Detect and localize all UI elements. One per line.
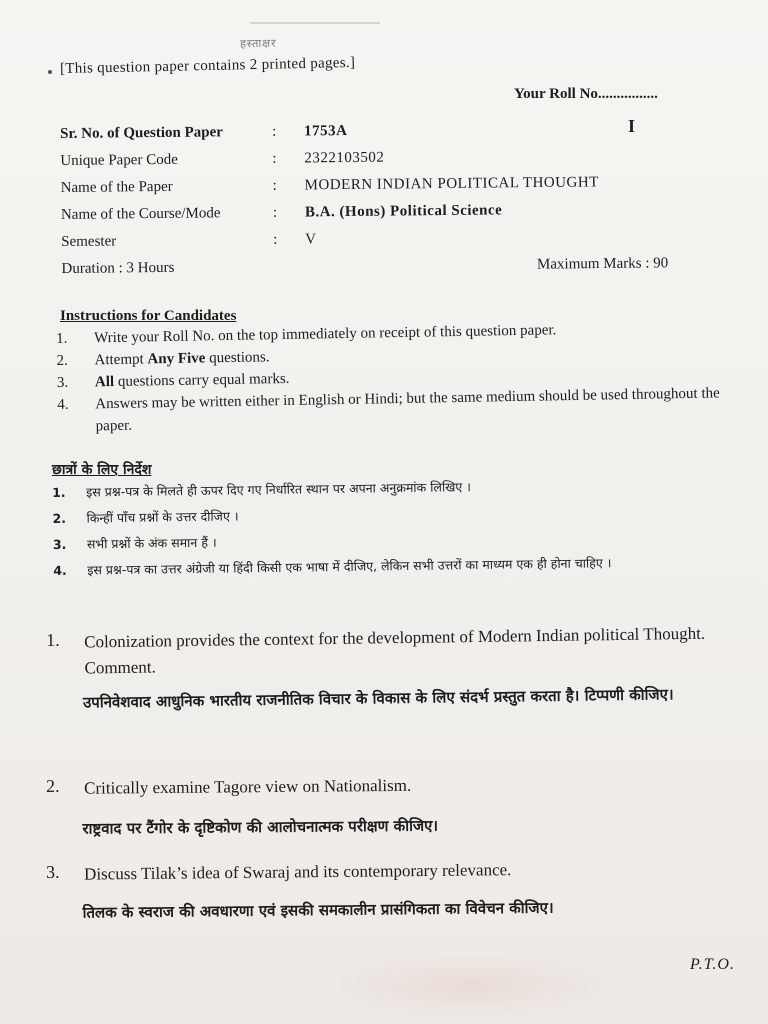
meta-colon: : (272, 177, 277, 194)
roll-number-field: Your Roll No................ (514, 86, 658, 102)
set-marker: I (628, 116, 636, 136)
question-number: 2. (46, 775, 60, 796)
meta-label: Duration : 3 Hours (61, 259, 175, 277)
question-text-hindi: राष्ट्रवाद पर टैंगोर के दृष्टिकोण की आलोचनात्मक परीक्षण कीजिए। (82, 816, 439, 838)
question-1 (46, 620, 738, 760)
hindi-instruction-text: किन्हीं पाँच प्रश्नों के उत्तर दीजिए । (86, 508, 239, 526)
instruction-number: 3. (56, 374, 69, 391)
meta-label: Sr. No. of Question Paper (60, 124, 223, 142)
meta-value: MODERN INDIAN POLITICAL THOUGHT (304, 174, 599, 194)
meta-colon: : (272, 150, 277, 167)
instruction-emphasis: Any Five (147, 350, 206, 368)
instructions-title: Instructions for Candidates (60, 308, 237, 324)
hindi-instructions-list (52, 470, 743, 584)
meta-label: Unique Paper Code (60, 151, 178, 169)
paper-edge-mark (250, 22, 380, 24)
question-number: 3. (46, 861, 60, 882)
meta-value: 2322103502 (304, 149, 385, 167)
question-3 (46, 855, 737, 942)
meta-label: Semester (61, 233, 117, 250)
instruction-number: 4. (53, 562, 67, 578)
instruction-text: questions carry equal marks. (113, 370, 290, 390)
meta-value: V (305, 231, 317, 248)
meta-value: B.A. (Hons) Political Science (304, 202, 503, 221)
paper-stain (320, 950, 620, 1020)
instruction-text: Attempt (94, 351, 148, 369)
question-2 (46, 770, 737, 846)
instruction-emphasis: All (94, 373, 115, 391)
instruction-number: 3. (52, 536, 67, 552)
hindi-instructions-title: छात्रों के लिए निर्देश (52, 462, 152, 478)
instruction-text: Write your Roll No. on the top immediately on receipt of this question paper. (94, 322, 557, 347)
please-turn-over: P.T.O. (690, 956, 735, 973)
hindi-instruction-text: इस प्रश्न-पत्र का उत्तर अंग्रेजी या हिंदी किसी एक भाषा में दीजिए, लेकिन सभी उत्तरों का माध्यम एक ही होना चाहिए । (87, 555, 612, 578)
instruction-text: questions. (205, 349, 270, 367)
instruction-text: Answers may be written either in English or Hindi; but the same medium should be used throughout the paper. (95, 385, 720, 435)
meta-colon: : (272, 204, 278, 221)
instruction-number: 1. (56, 330, 68, 347)
tick-mark (48, 70, 52, 74)
question-text-english: Critically examine Tagore view on Nationalism. (84, 775, 412, 798)
question-text-english: Discuss Tilak’s idea of Swaraj and its contemporary relevance. (84, 860, 512, 884)
instruction-number: 2. (52, 510, 67, 526)
hindi-instruction-text: इस प्रश्न-पत्र के मिलते ही ऊपर दिए गए निर्धारित स्थान पर अपना अनुक्रमांक लिखिए । (86, 479, 472, 500)
instruction-number: 4. (57, 396, 69, 413)
instruction-number: 1. (52, 484, 66, 500)
question-number: 1. (46, 629, 60, 650)
question-text-hindi: तिलक के स्वराज की अवधारणा एवं इसकी समकालीन प्रासंगिकता का विवेचन कीजिए। (82, 898, 554, 922)
meta-colon: : (273, 231, 278, 248)
meta-colon: : (271, 123, 277, 140)
handwritten-scribble: हस्ताक्षर (239, 37, 277, 51)
hindi-instruction-text: सभी प्रश्नों के अंक समान हैं । (86, 534, 217, 552)
maximum-marks: Maximum Marks : 90 (536, 255, 669, 273)
question-text-english: Colonization provides the context for the development of Modern Indian political Thought. Comment. (84, 623, 706, 678)
question-text-hindi: उपनिवेशवाद आधुनिक भारतीय राजनीतिक विचार के विकास के लिए संदर्भ प्रस्तुत करता है। टिप्पणी कीजिए। (82, 685, 674, 712)
meta-label: Name of the Paper (60, 178, 173, 196)
printed-pages-note: [This question paper contains 2 printed pages.] (59, 54, 356, 78)
instructions-list (56, 316, 738, 438)
meta-label: Name of the Course/Mode (60, 205, 221, 223)
instruction-number: 2. (56, 352, 68, 369)
meta-value: 1753A (303, 122, 348, 140)
